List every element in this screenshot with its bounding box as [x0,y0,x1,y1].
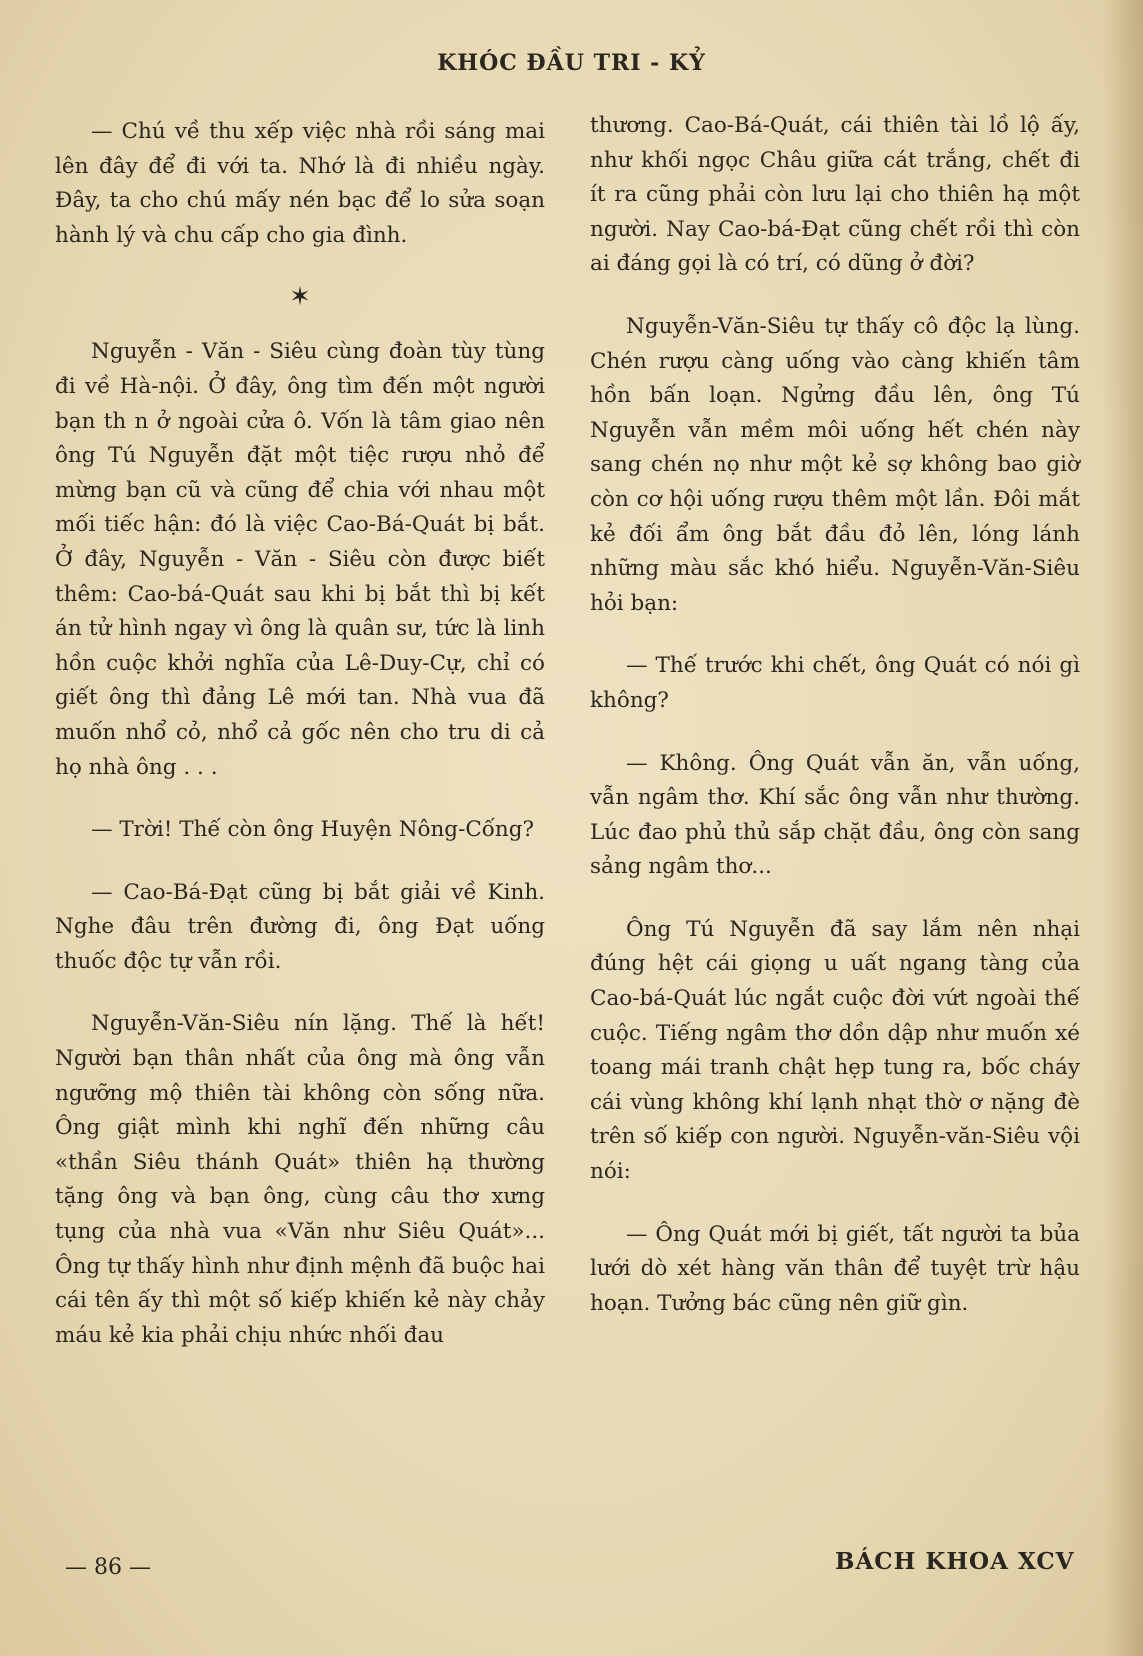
right-column [590,109,1080,1321]
paragraph: Nguyễn - Văn - Siêu cùng đoàn tùy tùng đi về Hà-nội. Ở đây, ông tìm đến một người bạn th n ở ngoài cửa ô. Vốn là tâm giao nên ông Tú Nguyễn đặt một tiệc rượu nhỏ để mừng bạn cũ và cũng để chia với nhau một mối tiếc hận: đó là việc Cao-Bá-Quát bị bắt. Ở đây, Nguyễn - Văn - Siêu còn được biết thêm: Cao-bá-Quát sau khi bị bắt thì bị kết án tử hình ngay vì ông là quân sư, tức là linh hồn cuộc khởi nghĩa của Lê-Duy-Cự, chỉ có giết ông thì đảng Lê mới tan. Nhà vua đã muốn nhổ cỏ, nhổ cả gốc nên cho tru di cả họ nhà ông . . . [55,339,545,780]
paragraph: Nguyễn-Văn-Siêu tự thấy cô độc lạ lùng. Chén rượu càng uống vào càng khiến tâm hồn bấn loạn. Ngửng đầu lên, ông Tú Nguyễn vẫn mềm môi uống hết chén này sang chén nọ như một kẻ sợ không bao giờ còn cơ hội uống rượu thêm một lần. Đôi mắt kẻ đối ẩm ông bắt đầu đỏ lên, lóng lánh những màu sắc khó hiểu. Nguyễn-Văn-Siêu hỏi bạn: [590,313,1080,616]
paragraph: Ông Tú Nguyễn đã say lắm nên nhại đúng hệt cái giọng u uất ngang tàng của Cao-bá-Quát lúc ngắt cuộc đời vứt ngoài thế cuộc. Tiếng ngâm thơ dồn dập như muốn xé toang mái tranh chật hẹp tung ra, bốc cháy cái vùng không khí lạnh nhạt thờ ơ nặng đè trên số kiếp con người. Nguyễn-văn-Siêu vội nói: [590,916,1080,1185]
paragraph: — Không. Ông Quát vẫn ăn, vẫn uống, vẫn ngâm thơ. Khí sắc ông vẫn như thường. Lúc đao phủ thủ sắp chặt đầu, ông còn sang sảng ngâm thơ... [590,750,1080,880]
paragraph: Nguyễn-Văn-Siêu nín lặng. Thế là hết! Người bạn thân nhất của ông mà ông vẫn ngưỡng mộ thiên tài không còn sống nữa. Ông giật mình khi nghĩ đến những câu «thần Siêu thánh Quát» thiên hạ thường tặng ông và bạn ông, cùng câu thơ xưng tụng của nhà vua «Văn như Siêu Quát»... Ông tự thấy hình như định mệnh đã buộc hai cái tên ấy thì một số kiếp khiến kẻ này chảy máu kẻ kia phải chịu nhức nhối đau [55,1011,545,1348]
page-number: — 86 — [65,1555,151,1580]
star-ornament-icon: ✶ [289,282,311,313]
running-head-title: KHÓC ĐẦU TRI - KỶ [437,50,706,76]
paragraph: — Chú về thu xếp việc nhà rồi sáng mai lên đây để đi với ta. Nhớ là đi nhiều ngày. Đây, ta cho chú mấy nén bạc để lo sửa soạn hành lý và chu cấp cho gia đình. [55,119,545,248]
left-column [55,115,545,1353]
paragraph: thương. Cao-Bá-Quát, cái thiên tài lồ lộ ấy, như khối ngọc Châu giữa cát trắng, chết đi ít ra cũng phải còn lưu lại cho thiên hạ một người. Nay Cao-bá-Đạt cũng chết rồi thì còn ai đáng gọi là có trí, có dũng ở đời? [590,113,1080,277]
publication-name: BÁCH KHOA XCV [835,1548,1075,1575]
paragraph: — Ông Quát mới bị giết, tất người ta bủa lưới dò xét hàng văn thân để tuyệt trừ hậu hoạn. Tưởng bác cũng nên giữ gìn. [590,1221,1080,1316]
page-edge-stain [1103,0,1143,1656]
paragraph: — Cao-Bá-Đạt cũng bị bắt giải về Kinh. Nghe đâu trên đường đi, ông Đạt uống thuốc độc tự vẫn rồi. [55,879,545,974]
paragraph: — Thế trước khi chết, ông Quát có nói gì không? [590,653,1080,713]
paragraph: — Trời! Thế còn ông Huyện Nông-Cống? [91,817,535,843]
